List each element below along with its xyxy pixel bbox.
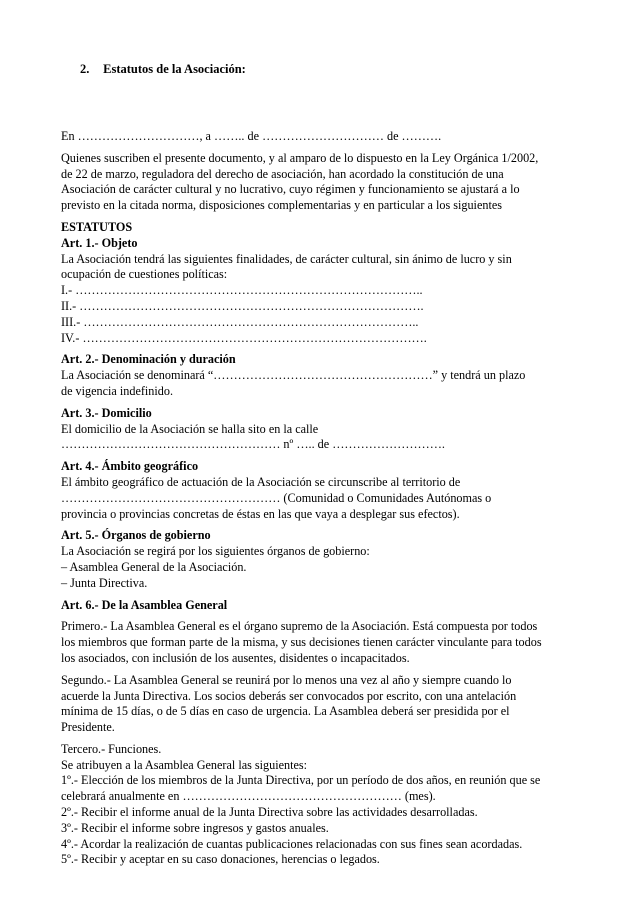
paragraph-primero (61, 619, 581, 666)
article-1 (61, 236, 581, 347)
article-line: ocupación de cuestiones políticas: (61, 267, 228, 282)
document-body (61, 129, 581, 868)
article-6 (61, 598, 581, 869)
article-line: La Asociación se regirá por los siguientes órganos de gobierno: (61, 544, 370, 559)
intro-line: Quienes suscriben el presente documento, y al amparo de lo dispuesto en la Ley Orgánica 1/2002, (61, 150, 539, 165)
intro-line: Asociación de carácter cultural y no lucrativo, cuyo régimen y funcionamiento se ajustará a lo (61, 182, 520, 197)
article-line: La Asociación tendrá las siguientes finalidades, de carácter cultural, sin ánimo de lucro y sin (61, 251, 512, 266)
section-heading (80, 62, 246, 77)
article-title: Art. 1.- Objeto (61, 235, 138, 250)
article-line: III.- ……………………………………………………………………….. (61, 314, 419, 329)
intro-line: previsto en la citada norma, disposiciones complementarias y en particular a los siguientes (61, 198, 502, 213)
section-number: 2. (80, 62, 90, 76)
estatutos-heading: ESTATUTOS (61, 219, 133, 234)
article-5 (61, 528, 581, 591)
article-line: acuerde la Junta Directiva. Los socios deberás ser convocados por escrito, con una antelación (61, 688, 517, 703)
article-line: IV.- …………………………………………………………………………. (61, 330, 427, 345)
article-title: Art. 2.- Denominación y duración (61, 352, 236, 367)
article-line: 5º.- Recibir y aceptar en su caso donaciones, herencias o legados. (61, 852, 380, 867)
intro-paragraph (61, 151, 581, 214)
article-3 (61, 406, 581, 453)
article-line: ……………………………………………… (Comunidad o Comunidades Autónomas o (61, 490, 492, 505)
article-title: Art. 3.- Domicilio (61, 405, 152, 420)
article-4 (61, 459, 581, 522)
paragraph-tercero (61, 742, 581, 868)
article-line: El domicilio de la Asociación se halla sito en la calle (61, 421, 319, 436)
article-line: I.- ………………………………………………………………………….. (61, 283, 423, 298)
article-line: La Asociación se denominará “………………………………………………” y tendrá un plazo (61, 368, 526, 383)
article-line: – Asamblea General de la Asociación. (61, 559, 247, 574)
paragraph-segundo (61, 673, 581, 736)
article-line: los asociados, con inclusión de los ausentes, disidentes o incapacitados. (61, 650, 410, 665)
article-line: – Junta Directiva. (61, 575, 148, 590)
article-line: Presidente. (61, 720, 115, 735)
article-line: 2º.- Recibir el informe anual de la Junta Directiva sobre las actividades desarrolladas. (61, 805, 478, 820)
article-title: Art. 5.- Órganos de gobierno (61, 528, 211, 543)
intro-line: de 22 de marzo, reguladora del derecho de asociación, han acordado la constitución de una (61, 166, 504, 181)
article-line: celebrará anualmente en ……………………………………………… (mes). (61, 789, 436, 804)
article-line: Segundo.- La Asamblea General se reunirá por lo menos una vez al año y siempre cuando lo (61, 672, 512, 687)
section-title: Estatutos de la Asociación: (103, 62, 246, 76)
article-line: 3º.- Recibir el informe sobre ingresos y gastos anuales. (61, 820, 329, 835)
article-line: Primero.- La Asamblea General es el órgano supremo de la Asociación. Está compuesta por todos (61, 619, 538, 634)
article-line: 4º.- Acordar la realización de cuantas publicaciones relacionadas con sus fines sean acordadas. (61, 836, 523, 851)
intro-place-date-line: En …………………………, a …….. de ………………………… de ………. (61, 129, 442, 143)
article-line: Tercero.- Funciones. (61, 741, 162, 756)
article-title: Art. 6.- De la Asamblea General (61, 597, 228, 612)
article-line: los miembros que forman parte de la misma, y sus decisiones tienen carácter vinculante para todos (61, 635, 542, 650)
article-2 (61, 352, 581, 399)
article-line: de vigencia indefinido. (61, 383, 174, 398)
article-line: ……………………………………………… nº ….. de ………………………. (61, 437, 445, 452)
article-line: provincia o provincias concretas de éstas en las que vaya a desplegar sus efectos). (61, 506, 460, 521)
article-line: Se atribuyen a la Asamblea General las siguientes: (61, 757, 308, 772)
article-title: Art. 4.- Ámbito geográfico (61, 459, 199, 474)
article-line: II.- …………………………………………………………………………. (61, 298, 424, 313)
article-line: 1º.- Elección de los miembros de la Junta Directiva, por un período de dos años, en reunión que se (61, 773, 541, 788)
article-line: El ámbito geográfico de actuación de la Asociación se circunscribe al territorio de (61, 474, 461, 489)
article-line: mínima de 15 días, o de 5 días en caso de urgencia. La Asamblea deberá ser presidida por el (61, 704, 510, 719)
